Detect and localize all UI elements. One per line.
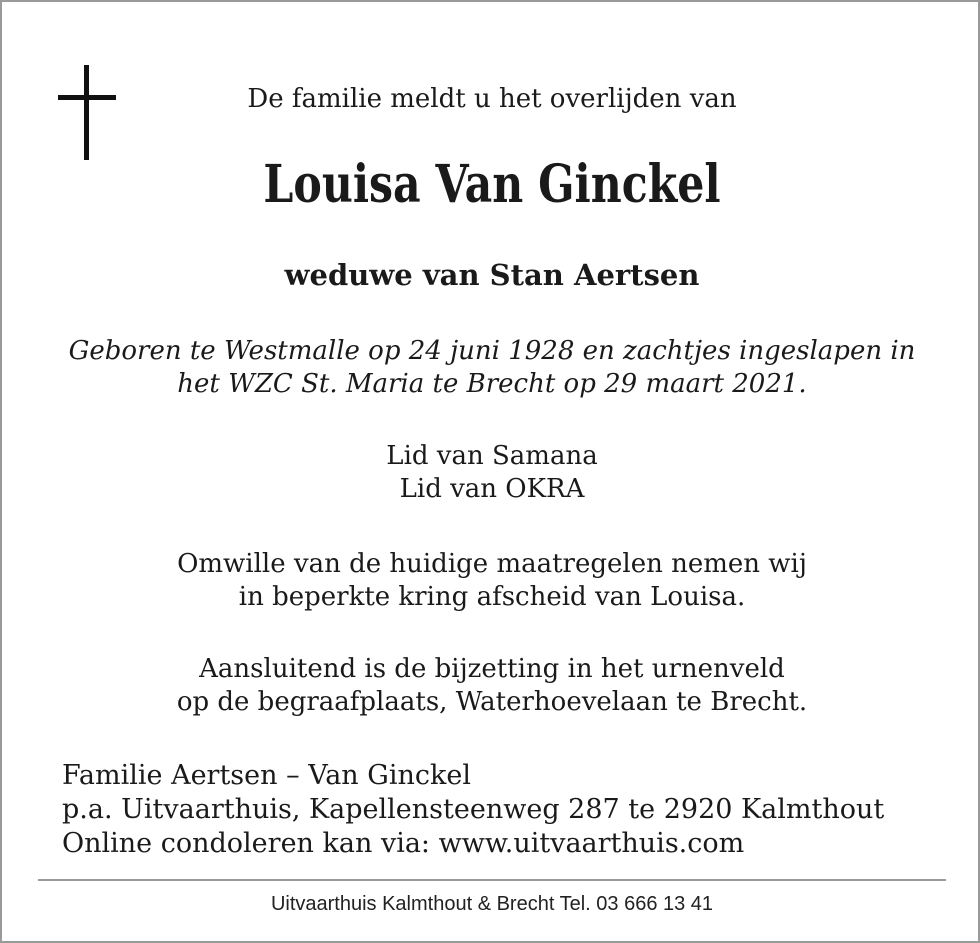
burial-line: op de begraafplaats, Waterhoevelaan te Brecht. (176, 687, 808, 717)
burial-text (2, 653, 980, 719)
birth-death-text (2, 335, 980, 401)
measures-line: in beperkte kring afscheid van Louisa. (238, 582, 746, 612)
footer-funeral-home: Uitvaarthuis Kalmthout & Brecht Tel. 03 666 13 41 (270, 893, 714, 915)
membership-item: Lid van OKRA (399, 474, 585, 504)
online-condolence: Online condoleren kan via: www.uitvaarthuis.com (62, 828, 745, 859)
burial-line: Aansluitend is de bijzetting in het urnenveld (199, 654, 785, 684)
divider (38, 879, 946, 881)
membership-item: Lid van Samana (386, 441, 598, 471)
intro-text: De familie meldt u het overlijden van (247, 84, 737, 114)
measures-text (2, 548, 980, 614)
birth-death-line: Geboren te Westmalle op 24 juni 1928 en zachtjes ingeslapen in (68, 336, 916, 366)
contact-address: p.a. Uitvaarthuis, Kapellensteenweg 287 te 2920 Kalmthout (62, 794, 885, 825)
widow-of: weduwe van Stan Aertsen (284, 258, 700, 292)
family-name: Familie Aertsen – Van Ginckel (62, 760, 471, 791)
measures-line: Omwille van de huidige maatregelen nemen wij (177, 549, 807, 579)
family-contact (62, 759, 884, 861)
deceased-name: Louisa Van Ginckel (263, 154, 721, 215)
birth-death-line: het WZC St. Maria te Brecht op 29 maart 2021. (177, 369, 807, 399)
memberships (2, 440, 980, 506)
